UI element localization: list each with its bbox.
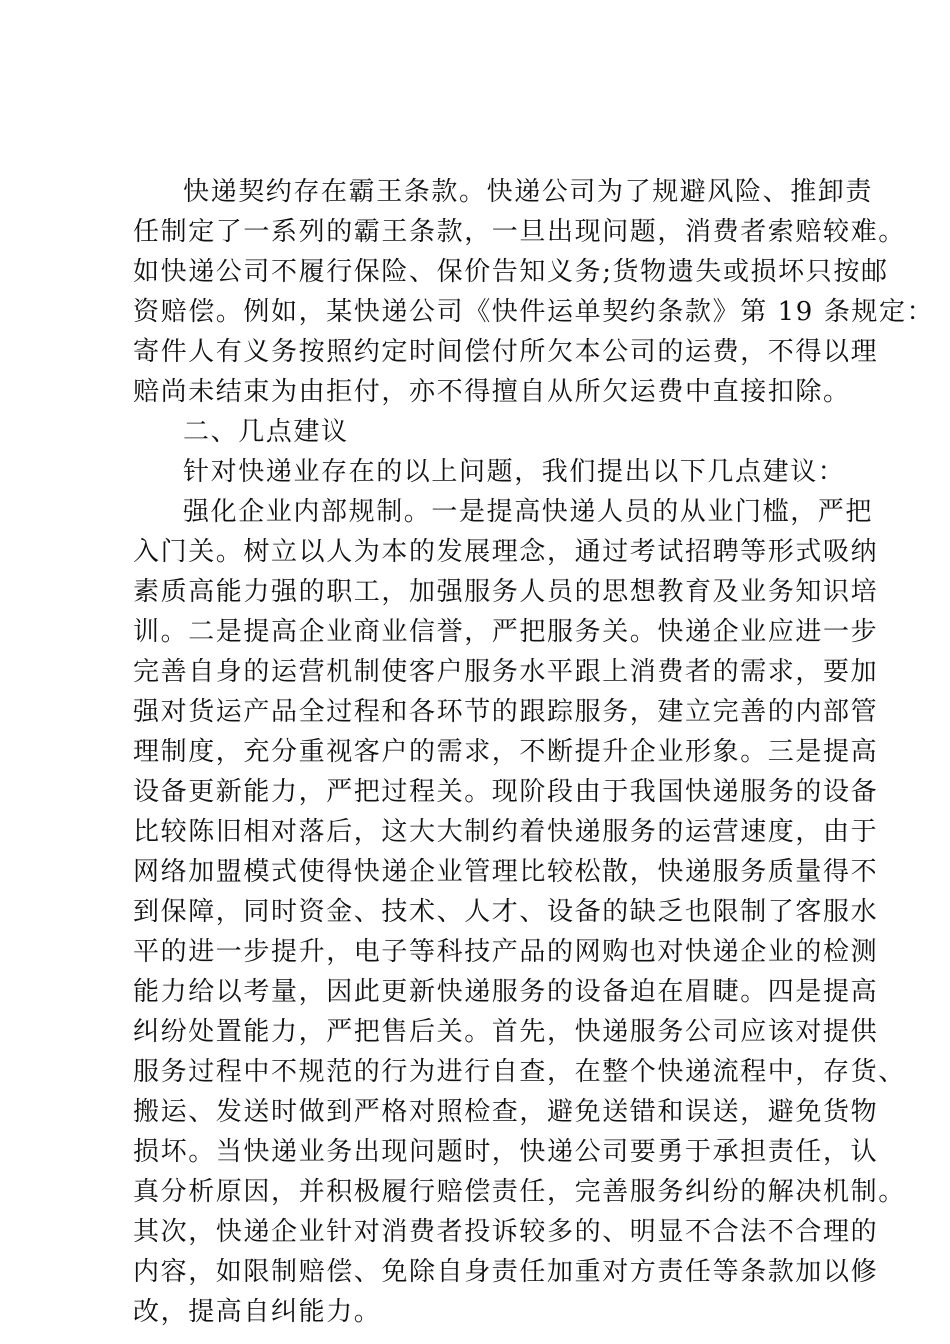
paragraph-line: 平的进一步提升，电子等科技产品的网购也对快递企业的检测 [133,937,879,967]
paragraph-line: 改，提高自纠能力。 [133,1297,382,1327]
paragraph-line: 设备更新能力，严把过程关。现阶段由于我国快递服务的设备 [133,777,879,807]
paragraph-line: 赔尚未结束为由拒付，亦不得擅自从所欠运费中直接扣除。 [133,377,851,407]
paragraph-line: 服务过程中不规范的行为进行自查，在整个快递流程中，存货、 [133,1057,906,1087]
paragraph-line: 资赔偿。例如，某快递公司《快件运单契约条款》第 19 条规定： [133,297,935,327]
paragraph-line: 如快递公司不履行保险、保价告知义务;货物遗失或损坏只按邮 [133,257,889,287]
paragraph-line: 真分析原因，并积极履行赔偿责任，完善服务纠纷的解决机制。 [133,1177,906,1207]
section-heading: 二、几点建议 [183,417,349,447]
paragraph-line: 内容，如限制赔偿、免除自身责任加重对方责任等条款加以修 [133,1257,879,1287]
paragraph-line: 理制度，充分重视客户的需求，不断提升企业形象。三是提高 [133,737,879,767]
paragraph-line: 搬运、发送时做到严格对照检查，避免送错和误送，避免货物 [133,1097,879,1127]
paragraph-line: 其次，快递企业针对消费者投诉较多的、明显不合法不合理的 [133,1217,879,1247]
paragraph-line: 强化企业内部规制。一是提高快递人员的从业门槛，严把 [183,497,874,527]
paragraph-line: 网络加盟模式使得快递企业管理比较松散，快递服务质量得不 [133,857,879,887]
paragraph-line: 完善自身的运营机制使客户服务水平跟上消费者的需求，要加 [133,657,879,687]
paragraph-line: 任制定了一系列的霸王条款，一旦出现问题，消费者索赔较难。 [133,217,906,247]
paragraph-line: 快递契约存在霸王条款。快递公司为了规避风险、推卸责 [183,177,874,207]
paragraph-line: 到保障，同时资金、技术、人才、设备的缺乏也限制了客服水 [133,897,879,927]
paragraph-line: 纠纷处置能力，严把售后关。首先，快递服务公司应该对提供 [133,1017,879,1047]
paragraph-line: 针对快递业存在的以上问题，我们提出以下几点建议： [183,457,846,487]
paragraph-line: 能力给以考量，因此更新快递服务的设备迫在眉睫。四是提高 [133,977,879,1007]
paragraph-line: 入门关。树立以人为本的发展理念，通过考试招聘等形式吸纳 [133,537,879,567]
paragraph-line: 素质高能力强的职工，加强服务人员的思想教育及业务知识培 [133,577,879,607]
paragraph-line: 比较陈旧相对落后，这大大制约着快递服务的运营速度，由于 [133,817,879,847]
paragraph-line: 强对货运产品全过程和各环节的跟踪服务，建立完善的内部管 [133,697,879,727]
paragraph-line: 寄件人有义务按照约定时间偿付所欠本公司的运费，不得以理 [133,337,879,367]
paragraph-line: 损坏。当快递业务出现问题时，快递公司要勇于承担责任，认 [133,1137,879,1167]
paragraph-line: 训。二是提高企业商业信誉，严把服务关。快递企业应进一步 [133,617,879,647]
